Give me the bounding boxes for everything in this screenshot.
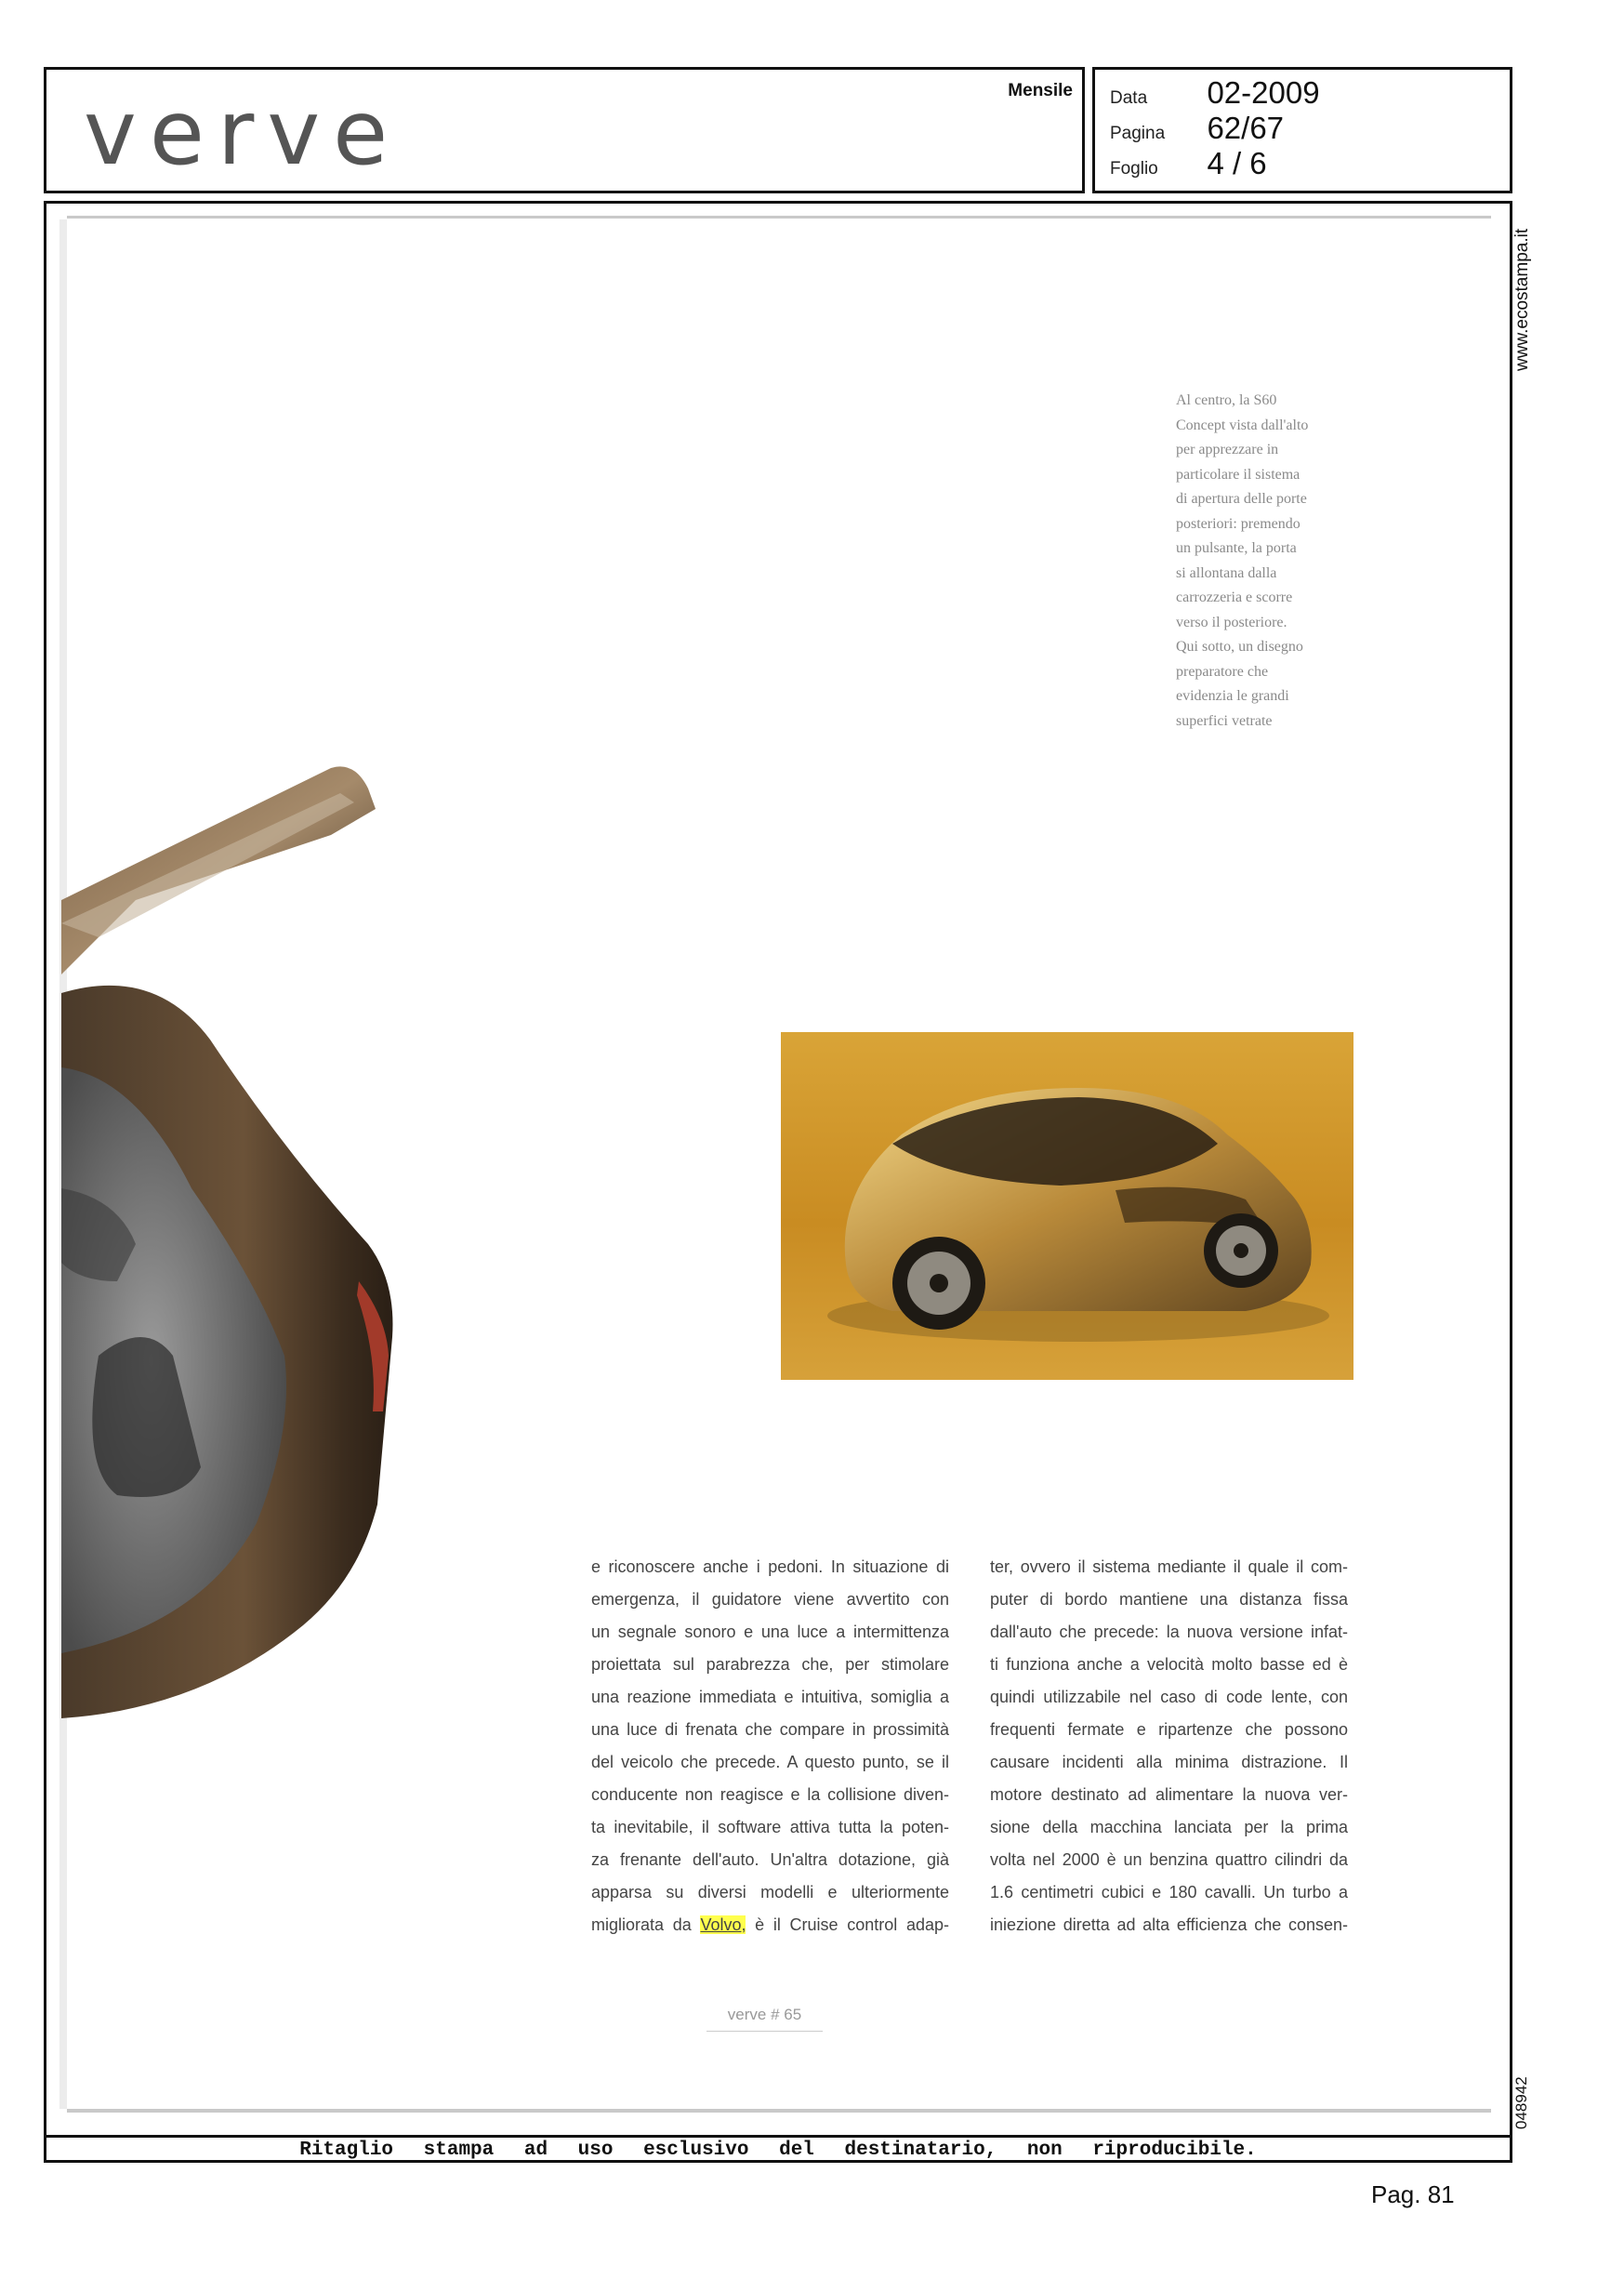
caption-line: carrozzeria e scorre [1176,590,1293,605]
text-line: za frenante dell'auto. Un'altra dotazione, già [591,1850,949,1869]
caption-line: particolare il sistema [1176,466,1301,483]
magazine-logo: verve [84,81,402,185]
text-line: quindi utilizzabile nel caso di code lente, con [990,1688,1348,1706]
text-fragment: è il Cruise control adap- [746,1915,950,1934]
meta-value: 4 / 6 [1207,146,1267,180]
text-line [591,1909,949,1941]
text-line: proiettata sul parabrezza che, per stimolare [591,1655,949,1674]
caption-line: evidenzia le grandi [1176,688,1289,704]
meta-row-date [1110,75,1320,111]
text-line: del veicolo che precede. A questo punto, se il [591,1753,949,1771]
bottom-rule [67,2109,1491,2113]
text-line: 1.6 centimetri cubici e 180 cavalli. Un turbo a [990,1883,1348,1901]
meta-row-page [1110,111,1284,146]
caption-line: Qui sotto, un disegno [1176,639,1303,655]
text-line: ta inevitabile, il software attiva tutta la poten- [591,1818,949,1836]
disclaimer-text: Ritaglio stampa ad uso esclusivo del destinatario, non riproducibile. [299,2140,1257,2161]
text-line: un segnale sonoro e una luce a intermittenza [591,1623,949,1641]
caption-line: si allontana dalla [1176,564,1277,581]
text-line: emergenza, il guidatore viene avvertito con [591,1590,949,1609]
article-column-2 [990,1551,1348,1941]
text-line: frequenti fermate e ripartenze che possono [990,1720,1348,1739]
highlighted-keyword: Volvo, [700,1915,746,1934]
photo-caption [1176,389,1399,734]
text-fragment: migliorata da [591,1915,701,1934]
text-line: una reazione immediata e intuitiva, somiglia a [591,1688,949,1706]
text-line: volta nel 2000 è un benzina quattro cilindri da [990,1850,1348,1869]
caption-line: per apprezzare in [1176,442,1279,457]
caption-line: preparatore che [1176,663,1269,680]
caption-line: Al centro, la S60 [1176,392,1277,408]
disclaimer-band [44,2135,1512,2163]
meta-row-sheet [1110,146,1267,181]
page-folio: verve # 65 [706,1999,823,2032]
masthead-box [44,67,1085,193]
text-line: apparsa su diversi modelli e ulteriormente [591,1883,949,1901]
text-line: conducente non reagisce e la collisione diven- [591,1785,949,1804]
caption-line: posteriori: premendo [1176,515,1301,532]
text-line: ti funziona anche a velocità molto basse ed è [990,1655,1348,1674]
meta-label: Foglio [1110,159,1158,179]
text-line: ter, ovvero il sistema mediante il quale il com- [990,1557,1348,1576]
car-design-sketch [781,1032,1353,1380]
page-number: Pag. 81 [1371,2180,1455,2208]
meta-value: 02-2009 [1207,75,1320,110]
text-line: dall'auto che precede: la nuova versione infat- [990,1623,1348,1641]
car-sketch-drawing [781,1032,1353,1380]
meta-value: 62/67 [1207,111,1285,145]
caption-line: superfici vetrate [1176,712,1273,729]
text-line: iniezione diretta ad alta efficienza che consen- [990,1915,1348,1934]
meta-label: Pagina [1110,124,1166,143]
top-rule [67,216,1491,219]
meta-label: Data [1110,88,1148,108]
publication-frequency: Mensile [1008,81,1073,100]
text-line: motore destinato ad alimentare la nuova ver- [990,1785,1348,1804]
caption-line: Concept vista dall'alto [1176,417,1309,433]
clip-code: 048942 [1512,2076,1530,2130]
text-line: e riconoscere anche i pedoni. In situazione di [591,1557,949,1576]
text-line: puter di bordo mantiene una distanza fissa [990,1590,1348,1609]
caption-line: verso il posteriore. [1176,614,1287,630]
text-line: sione della macchina lanciata per la prima [990,1818,1348,1836]
caption-line: di apertura delle porte [1176,491,1307,507]
caption-line: un pulsante, la porta [1176,540,1297,556]
car-top-view-photo [61,761,433,1718]
metadata-box [1092,67,1512,193]
article-column-1 [591,1551,949,1941]
source-url: www.ecostampa.it [1512,228,1532,371]
text-line: causare incidenti alla minima distrazione. Il [990,1753,1348,1771]
text-line: una luce di frenata che compare in prossimità [591,1720,949,1739]
